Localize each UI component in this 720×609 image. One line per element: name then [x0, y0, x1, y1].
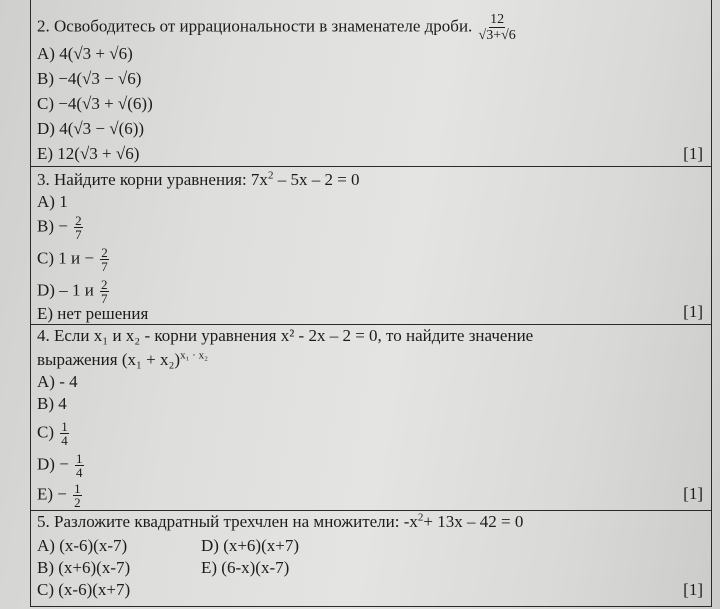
- question-3-title: 3. Найдите корни уравнения: $7x^2 - 5x - 2 = 0$: [37, 169, 360, 189]
- score-badge: [1]: [683, 580, 703, 599]
- option-a: A) 4(√3 + √6): [37, 44, 133, 63]
- option-e: E) нет решения: [37, 304, 149, 323]
- question-2-title: 2. Освободитесь от иррациональности в знаменателе дроби. $\frac{12}{√3+√6}$: [37, 12, 516, 43]
- option-b: B) − $\frac{2}{7}$: [37, 213, 82, 242]
- question-2-fraction: $\frac{12}{√3+√6}$: [478, 12, 516, 43]
- score-badge: [1]: [683, 484, 703, 503]
- option-d: D) – 1 и $\frac{2}{7}$: [37, 277, 108, 306]
- option-c: C) $\frac{1}{4}$: [37, 419, 68, 448]
- option-c: C) 1 и − $\frac{2}{7}$: [37, 245, 108, 274]
- question-5-title: 5. Разложите квадратный трехчлен на множители: $-x^2+ 13x - 42 = 0$: [37, 511, 524, 531]
- option-a: A) - 4: [37, 372, 78, 391]
- option-e: E) (6-x)(x-7): [201, 558, 290, 577]
- option-d: D) 4(√3 − √(6)): [37, 119, 145, 138]
- question-2: [30, 0, 712, 167]
- option-c: C) (x-6)(x+7): [37, 580, 131, 599]
- option-e: E) − $\frac{1}{2}$: [37, 481, 81, 510]
- option-b: B) (x+6)(x-7): [37, 558, 131, 577]
- question-4-line-1: 4. Если x₁ и x₂ - корни уравнения x² - 2x – 2 = 0, то найдите значение: [37, 326, 534, 345]
- option-b: B) 4: [37, 394, 67, 413]
- option-d: D) (x+6)(x+7): [201, 536, 300, 555]
- score-badge: [1]: [683, 144, 703, 163]
- question-4-line-2: выражения $(x_1 + x_2)^{x_1 \cdot x_2}$: [37, 349, 208, 369]
- option-a: A) (x-6)(x-7): [37, 536, 128, 555]
- option-d: D) − $\frac{1}{4}$: [37, 451, 83, 480]
- question-5: [30, 510, 712, 607]
- option-c: C) −4(√3 + √(6)): [37, 94, 153, 113]
- question-3: [30, 166, 712, 325]
- score-badge: [1]: [683, 302, 703, 321]
- option-e: E) 12(√3 + √6): [37, 144, 140, 163]
- option-b: B) −4(√3 − √6): [37, 69, 142, 88]
- question-4: [30, 324, 712, 511]
- option-a: A) 1: [37, 192, 68, 211]
